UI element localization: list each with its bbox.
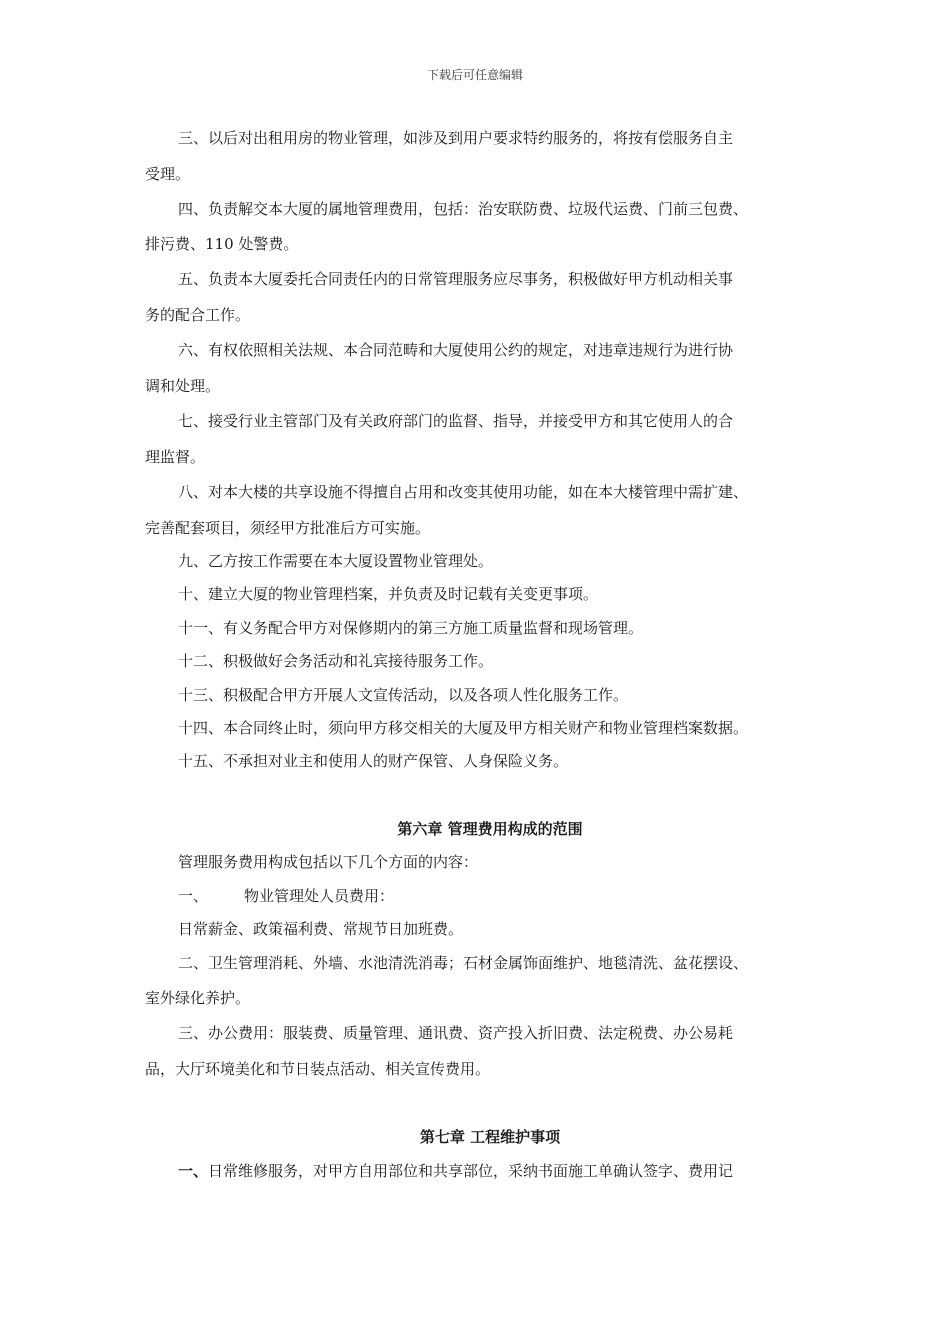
item-1-text: 日常维修服务，对甲方自用部位和共享部位，采纳书面施工单确认签字、费用记	[208, 1162, 734, 1180]
chapter-6-cost-1	[178, 886, 394, 906]
item-11: 十一、有义务配合甲方对保修期内的第三方施工质量监督和现场管理。	[178, 619, 644, 637]
chapter-6-cost-2-line-1: 二、卫生管理消耗、外墙、水池清洗消毒；石材金属饰面维护、地毯清洗、盆花摆设、	[178, 954, 749, 972]
chapter-7-item-1	[178, 1161, 733, 1181]
item-3-line-1: 三、以后对出租用房的物业管理，如涉及到用户要求特约服务的，将按有偿服务自主	[178, 129, 734, 147]
item-3-line-2: 受理。	[145, 165, 191, 183]
item-9: 九、乙方按工作需要在本大厦设置物业管理处。	[178, 552, 494, 570]
item-8-line-1: 八、对本大楼的共享设施不得擅自占用和改变其使用功能，如在本大楼管理中需扩建、	[178, 483, 749, 501]
item-10: 十、建立大厦的物业管理档案，并负责及时记载有关变更事项。	[178, 585, 599, 603]
item-7-line-1: 七、接受行业主管部门及有关政府部门的监督、指导，并接受甲方和其它使用人的合	[178, 412, 734, 430]
chapter-6-title: 第六章 管理费用构成的范围	[397, 820, 583, 838]
item-4-line-2: 排污费、110 处警费。	[145, 235, 299, 253]
item-13: 十三、积极配合甲方开展人文宣传活动，以及各项人性化服务工作。	[178, 686, 629, 704]
item-12: 十二、积极做好会务活动和礼宾接待服务工作。	[178, 652, 494, 670]
chapter-6-cost-2-line-2: 室外绿化养护。	[145, 989, 251, 1007]
chapter-7-title: 第七章 工程维护事项	[419, 1128, 561, 1146]
chapter-6-intro: 管理服务费用构成包括以下几个方面的内容：	[178, 853, 479, 871]
item-8-line-2: 完善配套项目，须经甲方批准后方可实施。	[145, 519, 431, 537]
chapter-6-cost-3-line-2: 品，大厅环境美化和节日装点活动、相关宣传费用。	[145, 1060, 491, 1078]
item-5-line-1: 五、负责本大厦委托合同责任内的日常管理服务应尽事务，积极做好甲方机动相关事	[178, 270, 734, 288]
item-4-line-1: 四、负责解交本大厦的属地管理费用，包括：治安联防费、垃圾代运费、门前三包费、	[178, 200, 749, 218]
item-6-line-2: 调和处理。	[145, 377, 221, 395]
item-15: 十五、不承担对业主和使用人的财产保管、人身保险义务。	[178, 752, 569, 770]
cost-1-number: 一、	[178, 887, 209, 905]
cost-1-text: 物业管理处人员费用：	[244, 887, 395, 905]
item-5-line-2: 务的配合工作。	[145, 306, 251, 324]
item-1-lead: 一、	[178, 1162, 209, 1180]
item-7-line-2: 理监督。	[145, 448, 206, 466]
chapter-6-cost-1-detail: 日常薪金、政策福利费、常规节日加班费。	[178, 920, 464, 938]
chapter-6-cost-3-line-1: 三、办公费用：服装费、质量管理、通讯费、资产投入折旧费、法定税费、办公易耗	[178, 1024, 734, 1042]
page-header: 下载后可任意编辑	[426, 68, 523, 82]
item-14: 十四、本合同终止时，须向甲方移交相关的大厦及甲方相关财产和物业管理档案数据。	[178, 719, 749, 737]
item-6-line-1: 六、有权依照相关法规、本合同范畴和大厦使用公约的规定，对违章违规行为进行协	[178, 341, 734, 359]
